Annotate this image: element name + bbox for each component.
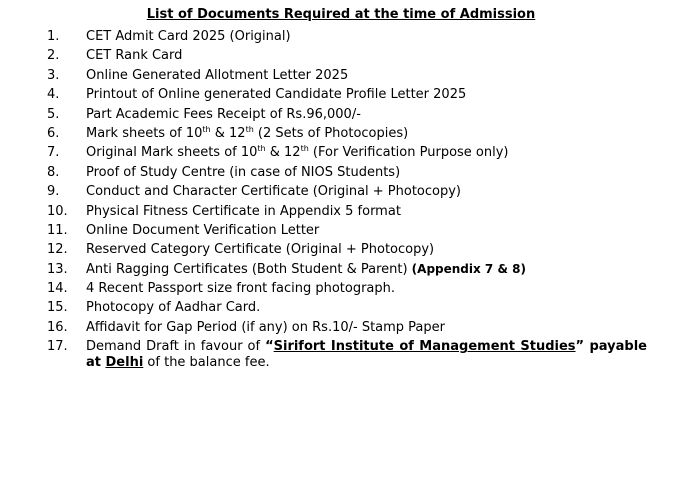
list-item [47,46,647,65]
item-text: CET Admit Card 2025 (Original) [86,29,291,44]
list-item [47,182,647,201]
item-text: Affidavit for Gap Period (if any) on Rs.10/- Stamp Paper [86,319,445,335]
item-text: CET Rank Card [86,48,183,64]
institute-name: Sirifort Institute of Management Studies [273,339,576,355]
item-text-part: Original Mark sheets of 10 [86,145,258,161]
list-item [47,318,647,337]
item-text: Photocopy of Aadhar Card. [86,300,261,316]
list-item [47,85,647,104]
list-item [47,143,647,162]
list-item [47,279,647,298]
list-item [47,298,647,317]
list-item [47,202,647,221]
list-item [47,260,647,279]
item-text: Proof of Study Centre (in case of NIOS Students) [86,164,401,180]
list-item [47,27,647,46]
item-text-part: & 12 [265,145,301,161]
item-text: Physical Fitness Certificate in Appendix 5 format [86,203,401,219]
item-text: Online Document Verification Letter [86,222,320,238]
list-item [47,163,647,182]
item-text-part: (For Verification Purpose only) [308,145,509,161]
item-text-part: & 12 [210,125,246,141]
list-item [47,240,647,259]
item-number: 14. [47,281,68,297]
item-text-part: (2 Sets of Photocopies) [253,125,409,141]
item-text: Reserved Category Certificate (Original + Photocopy) [86,242,435,258]
item-text [86,260,647,279]
item-text [86,339,652,371]
appendix-note: (Appendix 7 & 8) [411,261,526,276]
item-text: Online Generated Allotment Letter 2025 [86,67,349,83]
list-item [47,337,652,371]
item-number: 8. [47,164,60,180]
item-number: 7. [47,145,60,161]
item-text: Part Academic Fees Receipt of Rs.96,000/- [86,106,361,122]
quote-close: ” [575,339,585,355]
quote-open: “ [265,339,274,355]
item-number: 9. [47,184,60,200]
item-number: 5. [47,106,60,122]
item-text: 4 Recent Passport size front facing photograph. [86,281,396,297]
item-number: 13. [47,261,68,277]
item-number: 2. [47,48,60,64]
item-text [86,124,647,143]
item-text: Printout of Online generated Candidate Profile Letter 2025 [86,87,467,103]
superscript: th [257,144,266,154]
list-item [47,221,647,240]
item-text-part: Mark sheets of 10 [86,125,203,141]
item-number: 15. [47,300,68,316]
item-text [86,143,647,162]
superscript: th [245,124,254,134]
item-number: 1. [47,29,60,44]
city-name: Delhi [105,355,144,371]
page-title: List of Documents Required at the time of Admission [146,7,536,22]
item-number: 12. [47,242,68,258]
item-number: 17. [47,339,68,355]
list-item [47,66,647,85]
item-number: 11. [47,222,68,238]
item-number: 6. [47,125,60,141]
item-number: 10. [47,203,68,219]
item-number: 3. [47,67,60,83]
superscript: th [300,144,309,154]
item-text-part: of the balance fee. [143,355,270,371]
document-list [47,27,652,371]
item-text-part: Demand Draft in favour of [86,339,266,355]
item-number: 4. [47,87,60,103]
list-item [47,124,647,143]
item-text: Conduct and Character Certificate (Original + Photocopy) [86,184,462,200]
superscript: th [202,124,211,134]
list-item [47,105,647,124]
item-number: 16. [47,319,68,335]
item-text-part: Anti Ragging Certificates (Both Student & Parent) [86,261,412,277]
payable-text: payable at [86,339,652,371]
